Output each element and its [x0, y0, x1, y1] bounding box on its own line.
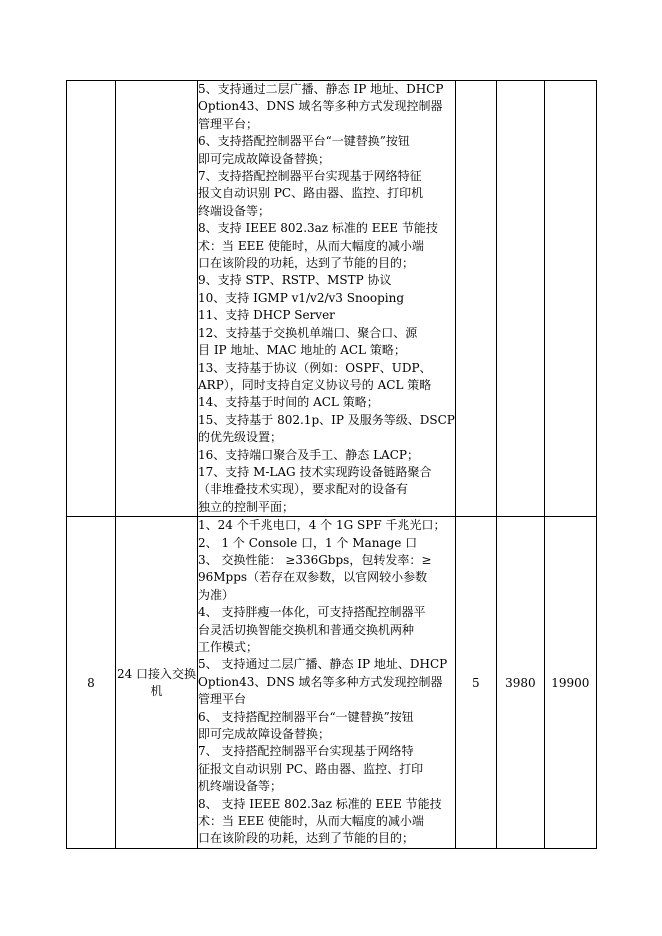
spec-line: 台灵活切换智能交换机和普通交换机两种 [198, 622, 415, 637]
spec-line: 独立的控制平面； [198, 499, 295, 514]
spec-line: 8、 支持 IEEE 802.3az 标准的 EEE 节能技 [198, 796, 442, 811]
spec-line: 11、支持 DHCP Server [198, 308, 335, 323]
spec-line: 征报文自动识别 PC、路由器、监控、打印 [198, 761, 424, 776]
table-row [67, 517, 597, 849]
spec-line: 7、 支持搭配控制器平台实现基于网络特 [198, 744, 414, 759]
spec-line: 即可完成故障设备替换； [198, 727, 331, 742]
spec-line: 术：当 EEE 使能时，从而大幅度的减小端 [198, 814, 424, 829]
row-number-cell: 8 [67, 517, 116, 849]
spec-line: （非堆叠技术实现），要求配对的设备有 [198, 482, 409, 497]
spec-line: 9、支持 STP、RSTP、MSTP 协议 [198, 273, 392, 288]
product-name-cell [116, 81, 198, 517]
spec-line: 口在该阶段的功耗，达到了节能的目的； [198, 831, 415, 846]
spec-table [66, 80, 597, 849]
spec-line: 96Mpps（若存在双参数，以官网较小参数 [198, 570, 428, 585]
spec-description-cell [198, 81, 456, 517]
row-number-cell [67, 81, 116, 517]
table-row [67, 81, 597, 517]
spec-line: ARP），同时支持自定义协议号的 ACL 策略 [198, 377, 432, 392]
total-price-cell: 19900 [544, 517, 596, 849]
spec-line: 3、 交换性能： ≥336Gbps，包转发率：≥ [198, 552, 432, 567]
spec-line: 报文自动识别 PC、路由器、监控、打印机 [198, 186, 424, 201]
spec-line: 终端设备等； [198, 203, 271, 218]
spec-line: Option43、DNS 域名等多种方式发现控制器 [198, 674, 443, 689]
spec-line: 6、支持搭配控制器平台“一键替换”按钮 [198, 134, 410, 149]
spec-line: 术：当 EEE 使能时，从而大幅度的减小端 [198, 238, 424, 253]
spec-line: 5、 支持通过二层广播、静态 IP 地址、DHCP [198, 657, 448, 672]
quantity-cell [455, 81, 496, 517]
total-price-cell [544, 81, 596, 517]
spec-line: 6、 支持搭配控制器平台“一键替换”按钮 [198, 709, 414, 724]
spec-line: 15、支持基于 802.1p、IP 及服务等级、DSCP [198, 412, 455, 427]
spec-line: 2、 1 个 Console 口，1 个 Manage 口 [198, 535, 418, 550]
spec-line: 16、支持端口聚合及手工、静态 LACP； [198, 447, 419, 462]
product-name-cell: 24 口接入交换机 [116, 517, 198, 849]
quantity-cell: 5 [455, 517, 496, 849]
spec-line: 的优先级设置； [198, 430, 283, 445]
spec-description-cell [198, 517, 456, 849]
spec-line: 5、支持通过二层广播、静态 IP 地址、DHCP [198, 82, 444, 96]
spec-line: 4、 支持胖瘦一体化，可支持搭配控制器平 [198, 605, 426, 620]
spec-line: 为准） [198, 587, 235, 602]
spec-line: 即可完成故障设备替换； [198, 151, 331, 166]
spec-line: 8、支持 IEEE 802.3az 标准的 EEE 节能技 [198, 221, 438, 236]
spec-line: Option43、DNS 域名等多种方式发现控制器 [198, 99, 443, 114]
spec-line: 7、支持搭配控制器平台实现基于网络特征 [198, 169, 422, 184]
spec-line: 管理平台； [198, 116, 259, 131]
spec-line: 工作模式； [198, 640, 259, 654]
spec-line: 17、支持 M-LAG 技术实现跨设备链路聚合 [198, 464, 432, 479]
spec-line: 12、支持基于交换机单端口、聚合口、源 [198, 325, 418, 340]
unit-price-cell [496, 81, 544, 517]
spec-line: 13、支持基于协议（例如：OSPF、UDP、 [198, 360, 432, 375]
spec-line: 10、支持 IGMP v1/v2/v3 Snooping [198, 290, 405, 305]
spec-line: 1、24 个千兆电口，4 个 1G SPF 千兆光口； [198, 518, 446, 533]
spec-line: 目 IP 地址、MAC 地址的 ACL 策略； [198, 343, 406, 358]
spec-line: 管理平台 [198, 692, 247, 707]
unit-price-cell: 3980 [496, 517, 544, 849]
spec-line: 口在该阶段的功耗，达到了节能的目的； [198, 256, 415, 271]
spec-line: 机终端设备等； [198, 779, 283, 794]
spec-line: 14、支持基于时间的 ACL 策略； [198, 395, 379, 410]
